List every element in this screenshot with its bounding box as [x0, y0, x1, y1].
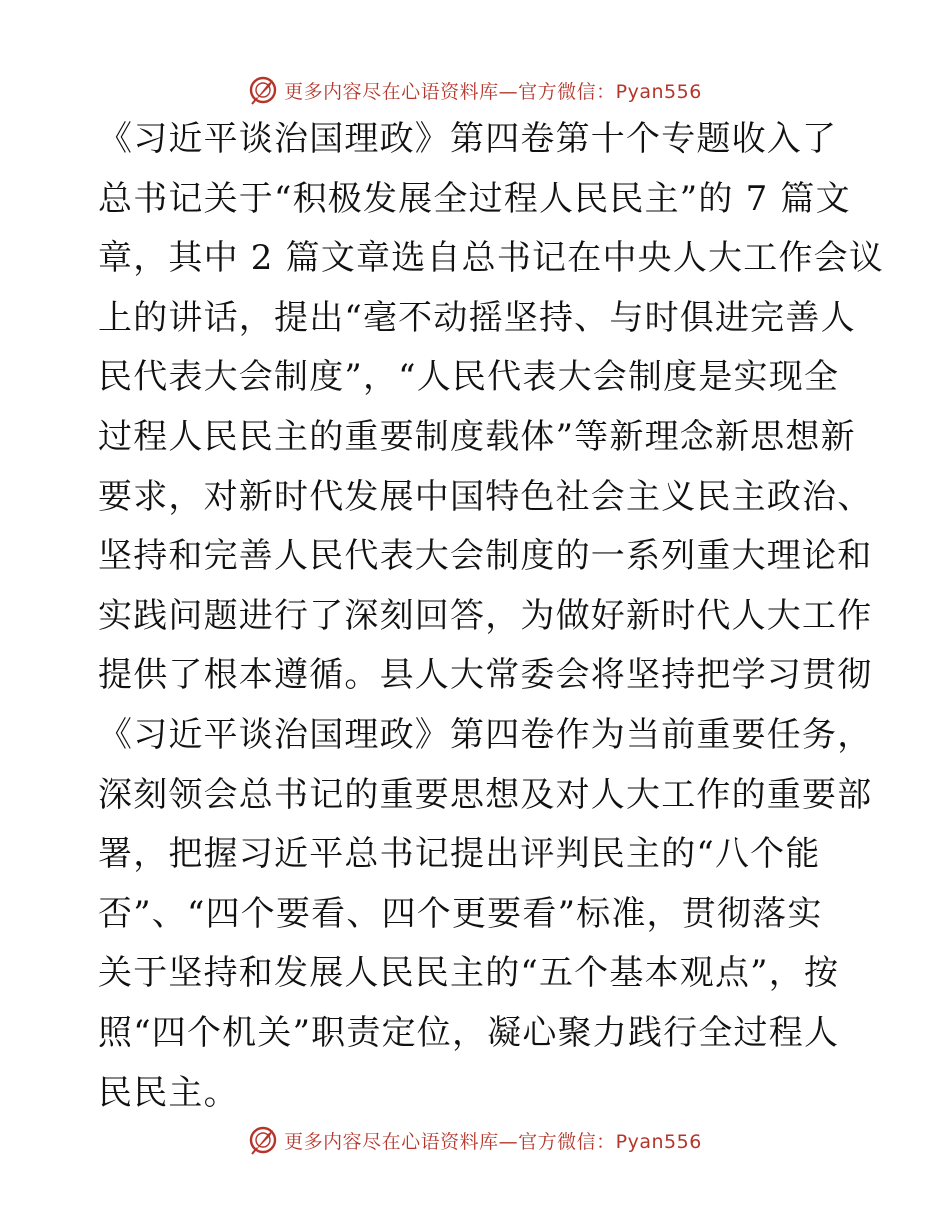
body-line: 署，把握习近平总书记提出评判民主的“八个能	[98, 834, 821, 875]
body-line: 章，其中 2 篇文章选自总书记在中央人大工作会议	[98, 238, 885, 279]
body-line: 《习近平谈治国理政》第四卷作为当前重要任务，	[98, 714, 873, 755]
body-line: 《习近平谈治国理政》第四卷第十个专题收入了	[98, 119, 838, 159]
footer-banner	[0, 1120, 950, 1160]
body-line: 否”、“四个要看、四个更要看”标准，贯彻落实	[98, 893, 823, 934]
body-line: 坚持和完善人民代表大会制度的一系列重大理论和	[98, 536, 873, 577]
body-line: 总书记关于“积极发展全过程人民民主”的 7 篇文	[98, 178, 851, 219]
body-line: 民代表大会制度”，“人民代表大会制度是实现全	[98, 357, 840, 398]
quill-pen-logo-icon	[248, 1125, 278, 1155]
body-line: 过程人民民主的重要制度载体”等新理念新思想新	[98, 416, 856, 457]
body-line: 深刻领会总书记的重要思想及对人大工作的重要部	[98, 774, 873, 815]
body-line: 实践问题进行了深刻回答，为做好新时代人大工作	[98, 595, 873, 636]
body-line: 提供了根本遵循。县人大常委会将坚持把学习贯彻	[98, 655, 873, 696]
body-line: 照“四个机关”职责定位，凝心聚力践行全过程人	[98, 1012, 840, 1053]
body-line: 关于坚持和发展人民民主的“五个基本观点”，按	[98, 953, 840, 994]
header-banner	[0, 70, 950, 110]
quill-pen-logo-icon	[248, 75, 278, 105]
body-line: 要求，对新时代发展中国特色社会主义民主政治、	[98, 476, 873, 517]
footer-banner-text: 更多内容尽在心语资料库—官方微信：Pyan556	[284, 1130, 702, 1153]
body-line: 民民主。	[98, 1072, 239, 1113]
article-body	[98, 110, 885, 1123]
header-banner-text: 更多内容尽在心语资料库—官方微信：Pyan556	[284, 80, 702, 103]
body-line: 上的讲话，提出“毫不动摇坚持、与时俱进完善人	[98, 297, 856, 338]
